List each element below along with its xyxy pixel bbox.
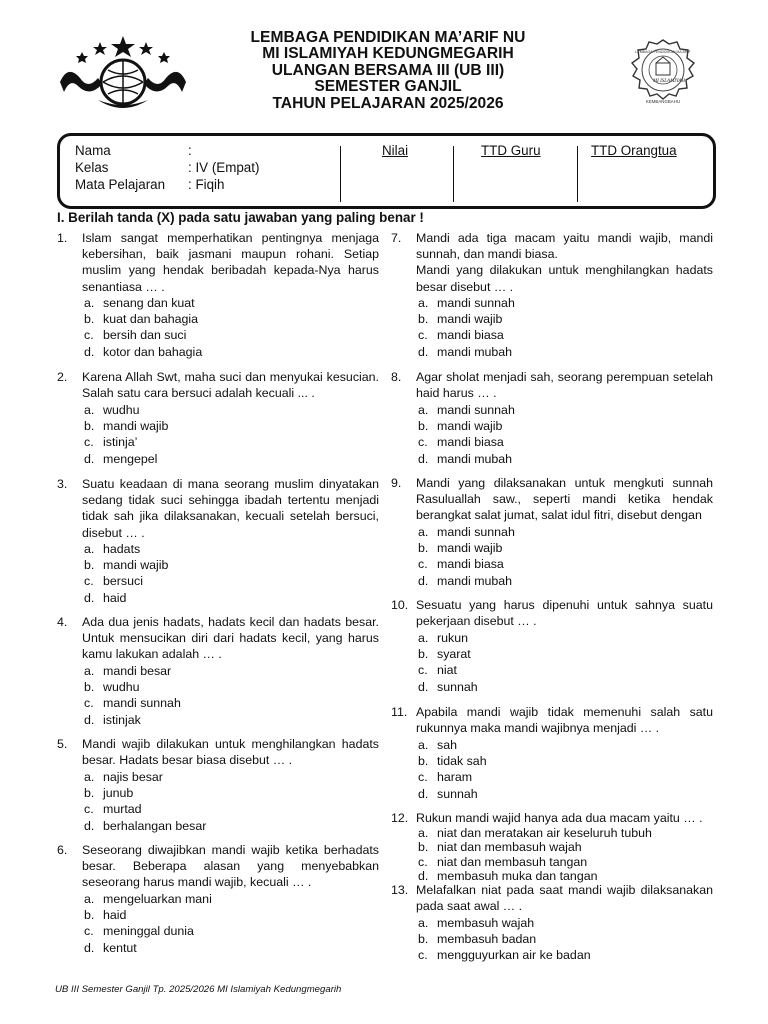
option-b[interactable] xyxy=(418,540,515,556)
option-text: mandi biasa xyxy=(437,328,504,343)
option-text: sunnah xyxy=(437,679,478,694)
option-letter: a. xyxy=(418,403,429,417)
option-text: murtad xyxy=(103,802,142,817)
logo-place-text: KEMBANGBAHU xyxy=(645,99,681,104)
option-letter: a. xyxy=(418,826,429,840)
option-letter: b. xyxy=(84,908,95,923)
option-text: mandi wajib xyxy=(103,558,169,573)
option-text: mandi sunnah xyxy=(437,296,515,310)
option-text: istinjak xyxy=(103,712,141,727)
option-letter: b. xyxy=(84,786,95,801)
answer-options xyxy=(418,826,652,884)
option-a[interactable] xyxy=(418,524,515,540)
answer-options xyxy=(418,402,515,467)
option-c[interactable] xyxy=(84,923,212,939)
option-c[interactable] xyxy=(84,434,168,450)
option-letter: b. xyxy=(84,312,95,327)
option-letter: b. xyxy=(418,840,429,855)
question-text: Mandi yang dilaksanakan untuk mengkuti sunnah Rasuluallah saw., seperti mandi ketika hendak berangkat salat jumat, salat idul fitri, disebut dengan xyxy=(416,476,713,523)
answer-options xyxy=(84,541,168,606)
option-text: mandi biasa xyxy=(437,557,504,572)
question-number: 4. xyxy=(57,615,68,629)
question-number: 2. xyxy=(57,370,68,384)
question-number: 13. xyxy=(391,883,409,897)
option-letter: b. xyxy=(418,647,429,662)
option-text: rukun xyxy=(437,631,468,645)
divider xyxy=(453,146,454,202)
option-a[interactable] xyxy=(84,769,206,785)
header-line-1: LEMBAGA PENDIDIKAN MA’ARIF NU xyxy=(250,29,526,46)
question-text: Karena Allah Swt, maha suci dan menyukai kesucian. Salah satu cara bersuci adalah kecuali ... . xyxy=(82,370,379,401)
mapel-value: : Fiqih xyxy=(188,177,225,192)
option-text: mengguyurkan air ke badan xyxy=(437,948,591,963)
question-number: 11. xyxy=(391,705,408,719)
option-letter: b. xyxy=(418,754,429,769)
option-letter: b. xyxy=(84,558,95,573)
option-b[interactable] xyxy=(84,785,206,801)
option-a[interactable] xyxy=(418,915,591,931)
option-d[interactable] xyxy=(418,679,478,695)
option-letter: d. xyxy=(418,344,429,359)
question-text: Seseorang diwajibkan mandi wajib ketika berhadats besar. Beberapa alasan yang menyebabkan seseorang harus mandi wajib, kecuali … . xyxy=(82,843,379,890)
option-text: mandi sunnah xyxy=(437,403,515,417)
option-text: niat dan meratakan air keseluruh tubuh xyxy=(437,826,652,840)
option-c[interactable] xyxy=(418,556,515,572)
option-text: mengeluarkan mani xyxy=(103,892,212,906)
header-line-2: MI ISLAMIYAH KEDUNGMEGARIH xyxy=(262,45,514,63)
answer-options xyxy=(418,630,478,695)
option-text: mandi wajib xyxy=(103,419,169,434)
header-line-3: ULANGAN BERSAMA III (UB III) xyxy=(271,61,505,79)
option-letter: b. xyxy=(418,932,429,947)
option-text: niat xyxy=(437,663,457,678)
option-b[interactable] xyxy=(84,418,168,434)
option-a[interactable] xyxy=(418,826,652,840)
ttd-guru-header: TTD Guru xyxy=(481,143,541,158)
answer-options xyxy=(418,295,515,360)
divider xyxy=(340,146,341,202)
header-line-4: SEMESTER GANJIL xyxy=(314,78,462,96)
page-footer: UB III Semester Ganjil Tp. 2025/2026 MI Islamiyah Kedungmegarih xyxy=(55,984,342,995)
option-letter: d. xyxy=(418,573,429,588)
question-text: Islam sangat memperhatikan pentingnya menjaga kebersihan, baik jasmani maupun rohani. Setiap muslim yang hendak beribadah kepada-Nya harus senantiasa … . xyxy=(82,231,379,294)
option-b[interactable] xyxy=(84,557,168,573)
option-c[interactable] xyxy=(418,769,487,785)
answer-options xyxy=(418,737,487,802)
option-b[interactable] xyxy=(84,311,202,327)
option-b[interactable] xyxy=(418,931,591,947)
option-letter: c. xyxy=(84,328,94,343)
option-c[interactable] xyxy=(84,327,202,343)
option-text: niat dan membasuh wajah xyxy=(437,840,582,855)
option-text: membasuh badan xyxy=(437,932,537,947)
option-text: syarat xyxy=(437,647,471,662)
option-letter: a. xyxy=(418,525,429,539)
question-number: 10. xyxy=(391,598,409,612)
option-letter: b. xyxy=(418,312,429,327)
question-text: Melafalkan niat pada saat mandi wajib dilaksanakan pada saat awal … . xyxy=(416,883,713,914)
option-text: haram xyxy=(437,770,473,785)
question-text: Sesuatu yang harus dipenuhi untuk sahnya suatu pekerjaan disebut … . xyxy=(416,598,713,629)
answer-options xyxy=(84,663,181,728)
option-letter: d. xyxy=(418,451,429,466)
option-letter: d. xyxy=(418,786,429,801)
option-a[interactable] xyxy=(84,402,168,418)
option-a[interactable] xyxy=(418,402,515,418)
option-d[interactable] xyxy=(84,818,206,834)
option-c[interactable] xyxy=(84,573,168,589)
kelas-value: : IV (Empat) xyxy=(188,160,260,175)
question-text: Suatu keadaan di mana seorang muslim dinyatakan sedang tidak suci sehingga ibadah tertentu menjadi tidak sah jika dilaksanakan, kecuali setelah bersuci, disebut … . xyxy=(82,477,379,540)
option-text: mandi mubah xyxy=(437,344,513,359)
option-letter: b. xyxy=(84,680,95,695)
option-b[interactable] xyxy=(418,311,515,327)
option-text: mandi wajib xyxy=(437,541,503,556)
question-text: Mandi ada tiga macam yaitu mandi wajib, mandi sunnah, dan mandi biasa. Mandi yang dilakukan untuk menghilangkan hadats besar disebut … . xyxy=(416,231,713,294)
question-number: 9. xyxy=(391,476,402,490)
option-letter: c. xyxy=(418,435,428,450)
option-a[interactable] xyxy=(84,891,212,907)
option-letter: c. xyxy=(418,770,428,785)
option-letter: c. xyxy=(84,924,94,939)
option-a[interactable] xyxy=(84,295,202,311)
document-header xyxy=(0,30,768,112)
option-c[interactable] xyxy=(84,801,206,817)
option-d[interactable] xyxy=(84,451,168,467)
option-text: mandi sunnah xyxy=(103,696,181,711)
option-text: mandi besar xyxy=(103,664,172,678)
option-text: haid xyxy=(103,908,127,923)
kelas-label: Kelas xyxy=(75,160,109,175)
option-letter: d. xyxy=(84,712,95,727)
option-a[interactable] xyxy=(418,295,515,311)
option-text: najis besar xyxy=(103,770,163,784)
nama-label: Nama xyxy=(75,143,111,158)
option-b[interactable] xyxy=(418,418,515,434)
option-text: kuat dan bahagia xyxy=(103,312,199,327)
option-letter: b. xyxy=(84,419,95,434)
option-letter: a. xyxy=(84,892,95,906)
option-letter: c. xyxy=(84,696,94,711)
question-number: 5. xyxy=(57,737,68,751)
option-letter: a. xyxy=(418,916,429,930)
option-letter: a. xyxy=(84,296,95,310)
option-text: niat dan membasuh tangan xyxy=(437,854,588,869)
option-text: wudhu xyxy=(103,403,140,417)
option-b[interactable] xyxy=(418,840,652,854)
answer-options xyxy=(418,524,515,589)
option-b[interactable] xyxy=(418,753,487,769)
answer-options xyxy=(84,891,212,956)
option-c[interactable] xyxy=(418,855,652,869)
question-text: Rukun mandi wajid hanya ada dua macam yaitu … . xyxy=(416,811,703,825)
option-text: mandi mubah xyxy=(437,451,513,466)
option-a[interactable] xyxy=(84,541,168,557)
option-text: mandi wajib xyxy=(437,312,503,327)
option-letter: a. xyxy=(84,770,95,784)
option-letter: d. xyxy=(84,451,95,466)
option-letter: c. xyxy=(84,435,94,450)
option-c[interactable] xyxy=(418,434,515,450)
option-text: wudhu xyxy=(103,680,140,695)
option-b[interactable] xyxy=(84,907,212,923)
option-text: junub xyxy=(103,786,134,801)
option-letter: d. xyxy=(418,869,429,884)
answer-options xyxy=(84,769,206,834)
option-a[interactable] xyxy=(418,737,487,753)
option-c[interactable] xyxy=(418,327,515,343)
option-c[interactable] xyxy=(84,695,181,711)
option-d[interactable] xyxy=(84,590,168,606)
option-text: berhalangan besar xyxy=(103,818,207,833)
question-number: 8. xyxy=(391,370,402,384)
option-text: bersuci xyxy=(103,574,143,589)
option-text: tidak sah xyxy=(437,754,487,769)
option-text: istinja’ xyxy=(103,435,138,450)
option-text: sah xyxy=(437,738,457,752)
option-text: mandi mubah xyxy=(437,573,513,588)
mapel-row xyxy=(75,177,224,192)
option-c[interactable] xyxy=(418,947,591,963)
option-text: mandi sunnah xyxy=(437,525,515,539)
section-instruction: I. Berilah tanda (X) pada satu jawaban yang paling benar ! xyxy=(57,210,424,225)
option-letter: d. xyxy=(84,590,95,605)
question-text: Agar sholat menjadi sah, seorang perempuan setelah haid harus … . xyxy=(416,370,713,401)
question-text: Apabila mandi wajib tidak memenuhi salah satu rukunnya maka mandi wajibnya menjadi … . xyxy=(416,705,713,736)
option-letter: a. xyxy=(84,664,95,678)
option-text: kentut xyxy=(103,940,137,955)
option-letter: b. xyxy=(418,419,429,434)
mapel-label: Mata Pelajaran xyxy=(75,177,166,192)
option-text: membasuh wajah xyxy=(437,916,535,930)
nama-row[interactable] xyxy=(75,143,192,158)
question-number: 7. xyxy=(391,231,402,245)
option-c[interactable] xyxy=(418,662,478,678)
question-text: Mandi wajib dilakukan untuk menghilangkan hadats besar. Hadats besar biasa disebut … . xyxy=(82,737,379,768)
option-text: membasuh muka dan tangan xyxy=(437,869,598,884)
option-text: bersih dan suci xyxy=(103,328,187,343)
question-number: 6. xyxy=(57,843,68,857)
option-d[interactable] xyxy=(84,344,202,360)
logo-name-text: MI ISLAMIYAH xyxy=(652,79,686,84)
option-letter: a. xyxy=(84,403,95,417)
option-letter: c. xyxy=(418,328,428,343)
nilai-header: Nilai xyxy=(382,143,409,158)
option-d[interactable] xyxy=(418,786,487,802)
option-d[interactable] xyxy=(418,344,515,360)
student-identity-box xyxy=(57,133,716,209)
option-a[interactable] xyxy=(418,630,478,646)
option-letter: c. xyxy=(418,663,428,678)
option-text: sunnah xyxy=(437,786,478,801)
logo-top-text: LEMBAGA PENDIDIKAN MA'ARIF xyxy=(635,50,691,54)
option-b[interactable] xyxy=(418,646,478,662)
answer-options xyxy=(84,295,202,360)
divider xyxy=(577,146,578,202)
option-letter: c. xyxy=(418,948,428,963)
option-letter: c. xyxy=(84,574,94,589)
question-number: 12. xyxy=(391,811,409,825)
option-d[interactable] xyxy=(84,940,212,956)
option-text: senang dan kuat xyxy=(103,296,195,310)
option-text: mengepel xyxy=(103,451,158,466)
answer-options xyxy=(84,402,168,467)
option-letter: a. xyxy=(418,738,429,752)
option-letter: d. xyxy=(84,940,95,955)
option-text: hadats xyxy=(103,542,141,556)
option-a[interactable] xyxy=(84,663,181,679)
option-letter: d. xyxy=(84,344,95,359)
option-letter: d. xyxy=(84,818,95,833)
option-text: meninggal dunia xyxy=(103,924,194,939)
question-number: 3. xyxy=(57,477,68,491)
kelas-row xyxy=(75,160,259,175)
option-letter: a. xyxy=(418,631,429,645)
option-letter: d. xyxy=(418,679,429,694)
option-text: kotor dan bahagia xyxy=(103,344,203,359)
option-text: mandi wajib xyxy=(437,419,503,434)
question-number: 1. xyxy=(57,231,68,245)
question-text: Ada dua jenis hadats, hadats kecil dan hadats besar. Untuk mensucikan diri dari hadats kecil, yang harus kamu lakukan adalah … . xyxy=(82,615,379,662)
option-d[interactable] xyxy=(418,573,515,589)
option-text: haid xyxy=(103,590,127,605)
option-letter: c. xyxy=(418,854,428,869)
answer-options xyxy=(418,915,591,964)
option-letter: a. xyxy=(418,296,429,310)
option-letter: c. xyxy=(418,557,428,572)
option-letter: c. xyxy=(84,802,94,817)
option-letter: b. xyxy=(418,541,429,556)
option-letter: a. xyxy=(84,542,95,556)
option-d[interactable] xyxy=(84,712,181,728)
option-text: mandi biasa xyxy=(437,435,504,450)
header-line-5: TAHUN PELAJARAN 2025/2026 xyxy=(272,94,504,112)
option-b[interactable] xyxy=(84,679,181,695)
ttd-orangtua-header: TTD Orangtua xyxy=(591,143,677,158)
option-d[interactable] xyxy=(418,451,515,467)
nama-value: : xyxy=(188,143,192,158)
